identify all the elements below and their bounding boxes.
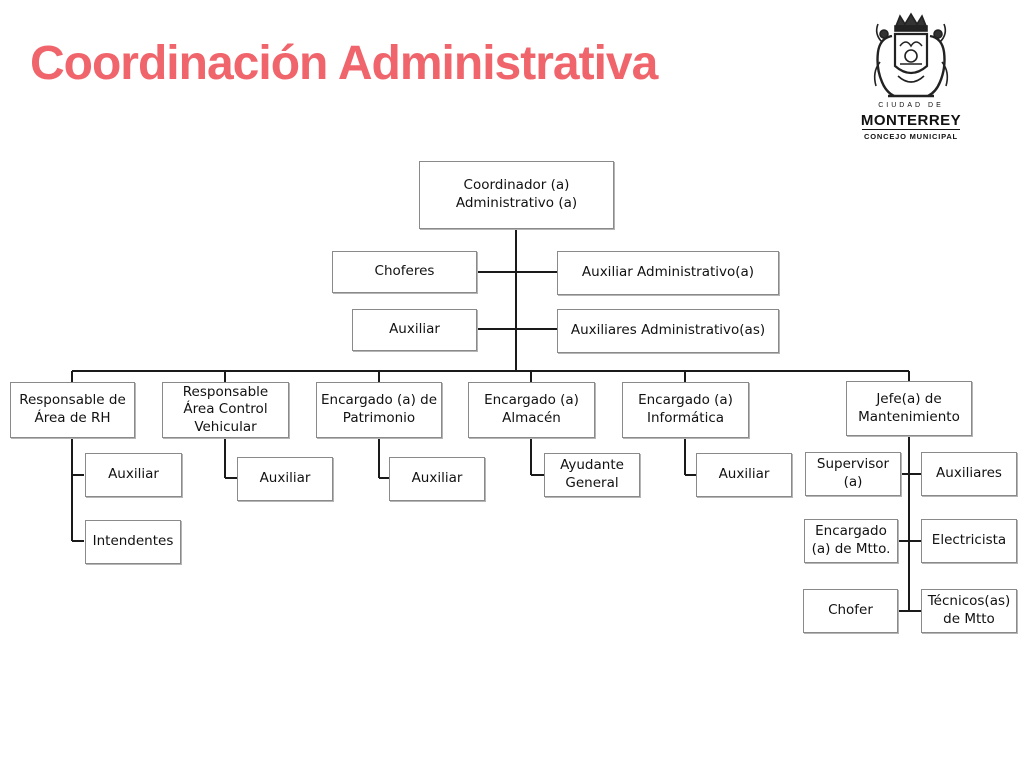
org-box-subordinate — [921, 519, 1017, 563]
org-box-department — [846, 381, 972, 436]
org-box-subordinate — [544, 453, 640, 497]
org-box-label: Auxiliar Administrativo(a) — [581, 264, 755, 281]
org-box-department — [162, 382, 289, 438]
org-box-subordinate — [85, 520, 181, 564]
logo-line-ciudad: CIUDAD DE — [878, 102, 944, 109]
org-box-label: Intendentes — [92, 533, 174, 550]
org-box-staff — [332, 251, 477, 293]
page-title: Coordinación Administrativa — [30, 37, 658, 90]
org-box-label: Electricista — [931, 532, 1007, 549]
org-box-label: Jefe(a) de Mantenimiento — [858, 390, 960, 425]
org-box-label: Choferes — [374, 263, 435, 280]
org-box-subordinate — [389, 457, 485, 501]
org-box-staff — [352, 309, 477, 351]
org-box-label: Auxiliar — [389, 321, 440, 338]
org-box-label: Encargado (a) Informática — [638, 392, 733, 426]
org-box-subordinate — [696, 453, 792, 497]
org-box-subordinate — [804, 519, 898, 563]
org-box-label: Auxiliares — [936, 465, 1002, 482]
org-box-label: Auxiliares Administrativo(as) — [570, 322, 766, 339]
logo-line-concejo: CONCEJO MUNICIPAL — [864, 132, 958, 141]
org-box-label: Auxiliar — [718, 466, 770, 483]
org-box-label: Supervisor (a) — [816, 456, 890, 490]
org-box-label: Auxiliar — [108, 466, 159, 483]
org-box-staff — [557, 309, 779, 353]
org-box-label: Responsable Área Control Vehicular — [182, 383, 269, 435]
org-box-label: Ayudante General — [560, 457, 624, 491]
org-box-department — [316, 382, 442, 438]
org-box-label: Responsable de Área de RH — [19, 392, 126, 426]
org-box-label: Encargado (a) Almacén — [484, 392, 579, 426]
org-box-label: Técnicos(as) de Mtto — [927, 593, 1011, 627]
org-box-label: Chofer — [828, 602, 873, 619]
org-box-subordinate — [921, 452, 1017, 496]
org-box-subordinate — [921, 589, 1017, 633]
org-box-department — [468, 382, 595, 438]
org-box-staff — [557, 251, 779, 295]
org-box-label: Auxiliar — [411, 470, 463, 487]
org-box-label: Auxiliar — [259, 470, 311, 487]
org-box-label: Encargado (a) de Patrimonio — [320, 392, 438, 426]
org-box-subordinate — [85, 453, 182, 497]
org-box-department — [622, 382, 749, 438]
org-box-subordinate — [237, 457, 333, 501]
org-box-subordinate — [805, 452, 901, 496]
org-box-label: Encargado (a) de Mtto. — [811, 523, 891, 557]
org-box-label: Coordinador (a) Administrativo (a) — [455, 177, 578, 211]
org-box-department — [10, 382, 135, 438]
org-box-subordinate — [803, 589, 898, 633]
logo-line-monterrey: MONTERREY — [860, 112, 962, 129]
org-box-top — [419, 161, 614, 229]
